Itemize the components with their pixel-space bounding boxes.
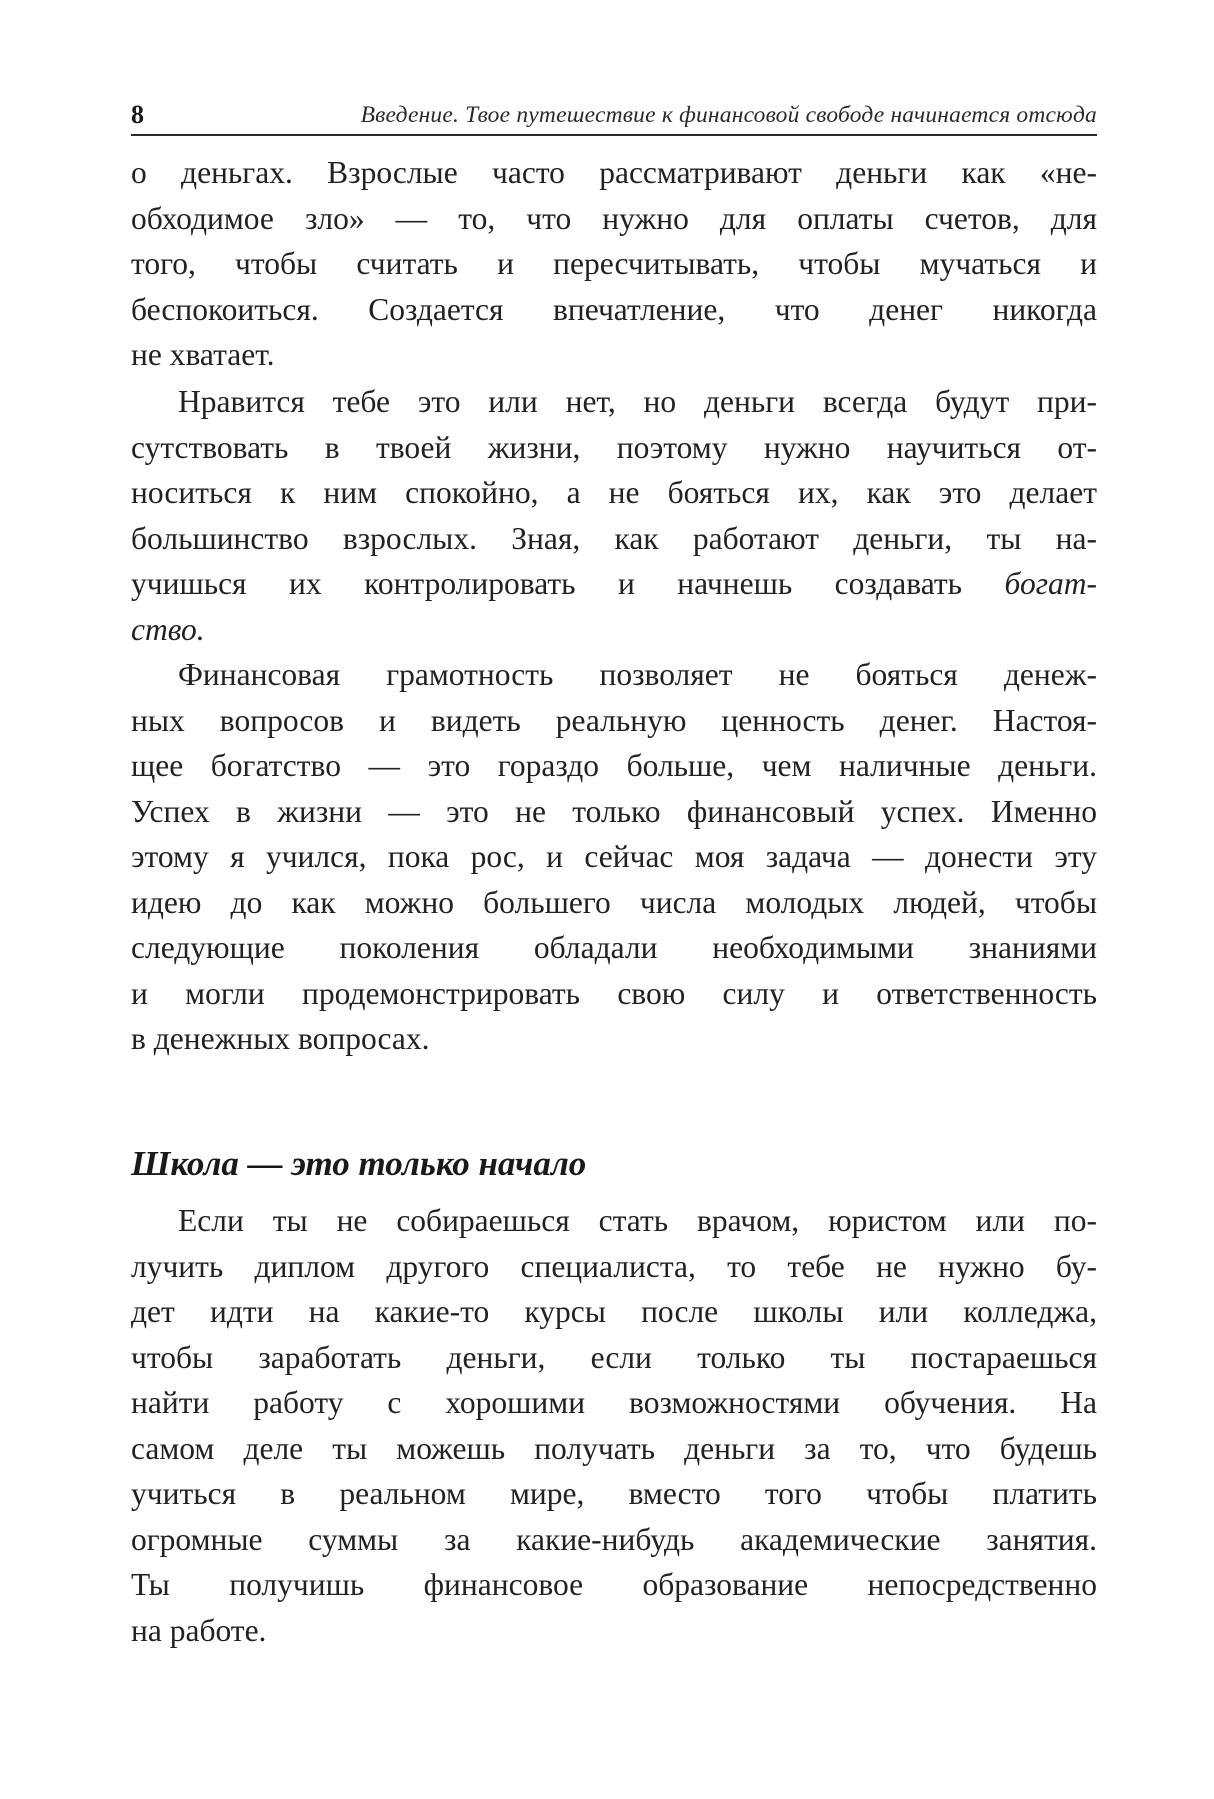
text-line: найти работу с хорошими возможностями обучения. На [131,1385,1097,1420]
text-line: Если ты не собираешься стать врачом, юристом или по- [178,1203,1097,1238]
text-line: обходимое зло» — то, что нужно для оплаты счетов, для [131,200,1097,236]
text-line: следующие поколения обладали необходимыми знаниями [131,930,1097,965]
running-header [131,96,1097,136]
text-line [131,607,1097,653]
section-heading: Школа — это только начало [131,1144,587,1183]
paragraph-3 [131,652,1097,1062]
paragraph-2 [131,379,1097,652]
section-paragraph [131,1198,1097,1653]
page-number: 8 [131,100,144,129]
text-line: Финансовая грамотность позволяет не бояться денеж- [178,657,1097,692]
text-line: того, чтобы считать и пересчитывать, чтобы мучаться и [131,246,1097,281]
text-line: и могли продемонстрировать свою силу и ответственность [131,975,1097,1011]
text-line: в денежных вопросах. [131,1021,430,1056]
text-line: на работе. [131,1612,267,1648]
text-line: этому я учился, пока рос, и сейчас моя задача — донести эту [131,839,1097,874]
text-line: чтобы заработать деньги, если только ты постараешься [131,1339,1097,1375]
text-line [131,561,1097,607]
text-line: ных вопросов и видеть реальную ценность денег. Настоя- [131,702,1097,738]
text-line: лучить диплом другого специалиста, то тебе не нужно бу- [131,1248,1097,1284]
text-line: о деньгах. Взрослые часто рассматривают деньги как «не- [131,155,1097,190]
text-line: самом деле ты можешь получать деньги за то, что будешь [131,1430,1097,1466]
text-line: сутствовать в твоей жизни, поэтому нужно научиться от- [131,429,1097,465]
italic-fragment: ство. [131,611,205,647]
text-line: Нравится тебе это или нет, но деньги всегда будут при- [178,384,1097,419]
text-line: Успех в жизни — это не только финансовый успех. Именно [131,793,1097,829]
text-line: Ты получишь финансовое образование непосредственно [131,1567,1097,1602]
text-line: щее богатство — это гораздо больше, чем наличные деньги. [131,748,1097,783]
text-line: идею до как можно большего числа молодых людей, чтобы [131,884,1097,920]
text-line: огромные суммы за какие-нибудь академические занятия. [131,1521,1097,1557]
italic-fragment: богат- [1004,566,1097,601]
paragraph-1 [131,150,1097,378]
text-line: не хватает. [131,337,275,372]
text-line: беспокоиться. Создается впечатление, что денег никогда [131,291,1097,327]
running-title: Введение. Твое путешествие к финансовой свободе начинается отсюда [360,102,1097,128]
text-line: дет идти на какие-то курсы после школы или колледжа, [131,1294,1097,1329]
text-line: учиться в реальном мире, вместо того чтобы платить [131,1476,1097,1511]
text-line: большинство взрослых. Зная, как работают деньги, ты на- [131,520,1097,556]
text-line: носиться к ним спокойно, а не бояться их, как это делает [131,475,1097,510]
text-fragment: учишься их контролировать и начнешь создавать [131,566,963,601]
